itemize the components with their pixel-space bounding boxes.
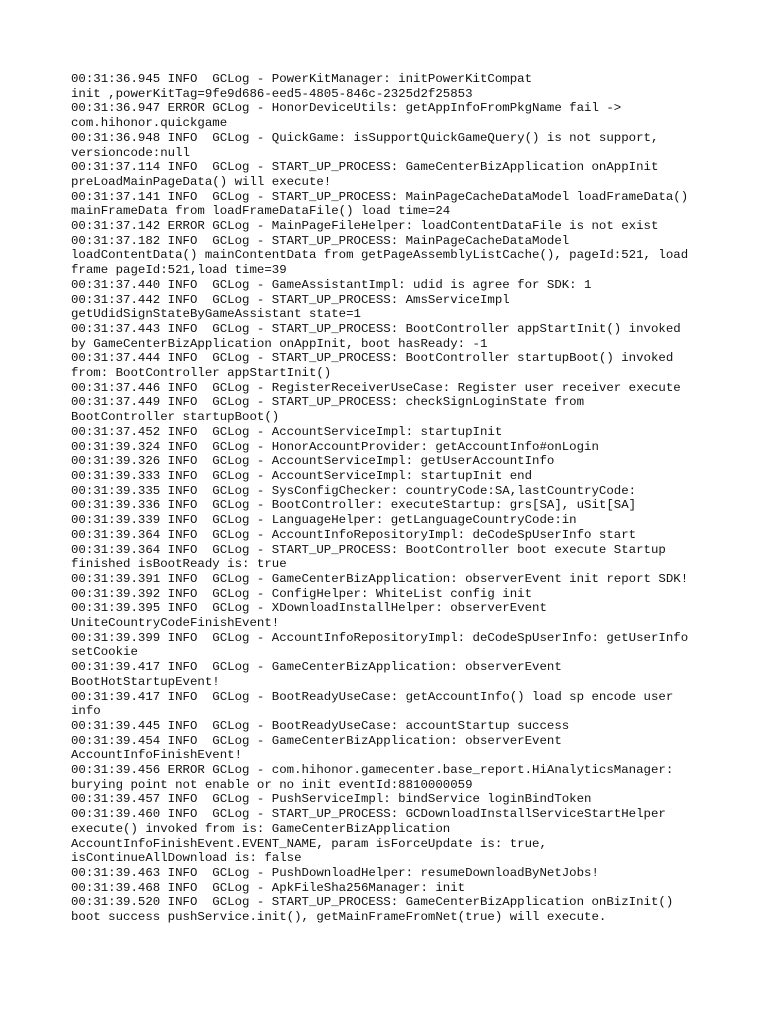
- log-line: frame pageId:521,load time=39: [71, 263, 287, 278]
- log-line: 00:31:37.452 INFO GCLog - AccountServiceImpl: startupInit: [71, 424, 503, 439]
- log-line: AccountInfoFinishEvent.EVENT_NAME, param isForceUpdate is: true,: [71, 836, 547, 851]
- log-line: burying point not enable or no init eventId:8810000059: [71, 777, 473, 792]
- log-line: 00:31:37.142 ERROR GCLog - MainPageFileHelper: loadContentDataFile is not exist: [71, 219, 659, 234]
- log-line: UniteCountryCodeFinishEvent!: [71, 616, 280, 631]
- log-line: preLoadMainPageData() will execute!: [71, 174, 332, 189]
- log-line: com.hihonor.quickgame: [71, 116, 228, 131]
- log-line: loadContentData() mainContentData from getPageAssemblyListCache(), pageId:521, load: [71, 248, 689, 263]
- log-line: from: BootController appStartInit(): [71, 366, 332, 381]
- log-line: 00:31:39.339 INFO GCLog - LanguageHelper: getLanguageCountryCode:in: [71, 513, 577, 528]
- log-line: 00:31:39.460 INFO GCLog - START_UP_PROCESS: GCDownloadInstallServiceStartHelper: [71, 807, 666, 822]
- log-line: 00:31:39.520 INFO GCLog - START_UP_PROCESS: GameCenterBizApplication onBizInit(): [71, 895, 674, 910]
- log-line: 00:31:39.417 INFO GCLog - GameCenterBizApplication: observerEvent: [71, 660, 562, 675]
- log-line: info: [71, 704, 101, 719]
- log-line: 00:31:37.141 INFO GCLog - START_UP_PROCESS: MainPageCacheDataModel loadFrameData(): [71, 189, 689, 204]
- log-line: by GameCenterBizApplication onAppInit, boot hasReady: -1: [71, 336, 488, 351]
- log-line: 00:31:39.445 INFO GCLog - BootReadyUseCase: accountStartup success: [71, 718, 570, 733]
- log-line: 00:31:36.945 INFO GCLog - PowerKitManager: initPowerKitCompat: [71, 72, 533, 86]
- log-line: 00:31:36.948 INFO GCLog - QuickGame: isSupportQuickGameQuery() is not support,: [71, 130, 659, 145]
- log-line: 00:31:39.463 INFO GCLog - PushDownloadHelper: resumeDownloadByNetJobs!: [71, 865, 599, 880]
- log-line: 00:31:39.324 INFO GCLog - HonorAccountProvider: getAccountInfo#onLogin: [71, 439, 599, 454]
- log-line: 00:31:37.443 INFO GCLog - START_UP_PROCESS: BootController appStartInit() invoked: [71, 321, 681, 336]
- log-line: 00:31:39.335 INFO GCLog - SysConfigChecker: countryCode:SA,lastCountryCode:: [71, 483, 637, 498]
- log-line: 00:31:37.440 INFO GCLog - GameAssistantImpl: udid is agree for SDK: 1: [71, 277, 592, 292]
- log-line: 00:31:37.446 INFO GCLog - RegisterReceiverUseCase: Register user receiver execute: [71, 380, 681, 395]
- log-line: boot success pushService.init(), getMainFrameFromNet(true) will execute.: [71, 910, 607, 925]
- log-line: 00:31:39.457 INFO GCLog - PushServiceImpl: bindService loginBindToken: [71, 792, 592, 807]
- log-line: 00:31:39.395 INFO GCLog - XDownloadInstallHelper: observerEvent: [71, 601, 547, 616]
- log-line: 00:31:39.364 INFO GCLog - START_UP_PROCESS: BootController boot execute Startup: [71, 542, 666, 557]
- log-document: [71, 72, 711, 925]
- log-line: 00:31:39.454 INFO GCLog - GameCenterBizApplication: observerEvent: [71, 733, 562, 748]
- log-line: 00:31:39.456 ERROR GCLog - com.hihonor.gamecenter.base_report.HiAnalyticsManager:: [71, 763, 674, 778]
- log-line: execute() invoked from is: GameCenterBizApplication: [71, 821, 451, 836]
- log-line: 00:31:37.444 INFO GCLog - START_UP_PROCESS: BootController startupBoot() invoked: [71, 351, 674, 366]
- log-line: isContinueAllDownload is: false: [71, 851, 302, 866]
- log-line: 00:31:39.391 INFO GCLog - GameCenterBizApplication: observerEvent init report SDK!: [71, 571, 689, 586]
- log-line: setCookie: [71, 645, 138, 660]
- log-line: 00:31:39.336 INFO GCLog - BootController: executeStartup: grs[SA], uSit[SA]: [71, 498, 637, 513]
- log-line: BootController startupBoot(): [71, 410, 280, 425]
- log-line: init ,powerKitTag=9fe9d686-eed5-4805-846c-2325d2f25853: [71, 86, 473, 101]
- log-line: 00:31:37.449 INFO GCLog - START_UP_PROCESS: checkSignLoginState from: [71, 395, 585, 410]
- log-line: getUdidSignStateByGameAssistant state=1: [71, 307, 361, 322]
- log-line: 00:31:39.333 INFO GCLog - AccountServiceImpl: startupInit end: [71, 468, 533, 483]
- log-line: 00:31:37.182 INFO GCLog - START_UP_PROCESS: MainPageCacheDataModel: [71, 233, 570, 248]
- log-line: 00:31:37.114 INFO GCLog - START_UP_PROCESS: GameCenterBizApplication onAppInit: [71, 160, 659, 175]
- log-line: 00:31:39.364 INFO GCLog - AccountInfoRepositoryImpl: deCodeSpUserInfo start: [71, 527, 637, 542]
- log-line: 00:31:39.326 INFO GCLog - AccountServiceImpl: getUserAccountInfo: [71, 454, 555, 469]
- log-line: 00:31:39.399 INFO GCLog - AccountInfoRepositoryImpl: deCodeSpUserInfo: getUserInfo: [71, 630, 689, 645]
- log-line: 00:31:39.392 INFO GCLog - ConfigHelper: WhiteList config init: [71, 586, 533, 601]
- log-line: 00:31:39.417 INFO GCLog - BootReadyUseCase: getAccountInfo() load sp encode user: [71, 689, 674, 704]
- log-line: AccountInfoFinishEvent!: [71, 748, 243, 763]
- log-line: 00:31:39.468 INFO GCLog - ApkFileSha256Manager: init: [71, 880, 466, 895]
- log-line: BootHotStartupEvent!: [71, 674, 220, 689]
- log-line: versioncode:null: [71, 145, 190, 160]
- log-line: mainFrameData from loadFrameDataFile() load time=24: [71, 204, 451, 219]
- log-line: 00:31:36.947 ERROR GCLog - HonorDeviceUtils: getAppInfoFromPkgName fail ->: [71, 101, 622, 116]
- log-line: 00:31:37.442 INFO GCLog - START_UP_PROCESS: AmsServiceImpl: [71, 292, 510, 307]
- log-line: finished isBootReady is: true: [71, 557, 287, 572]
